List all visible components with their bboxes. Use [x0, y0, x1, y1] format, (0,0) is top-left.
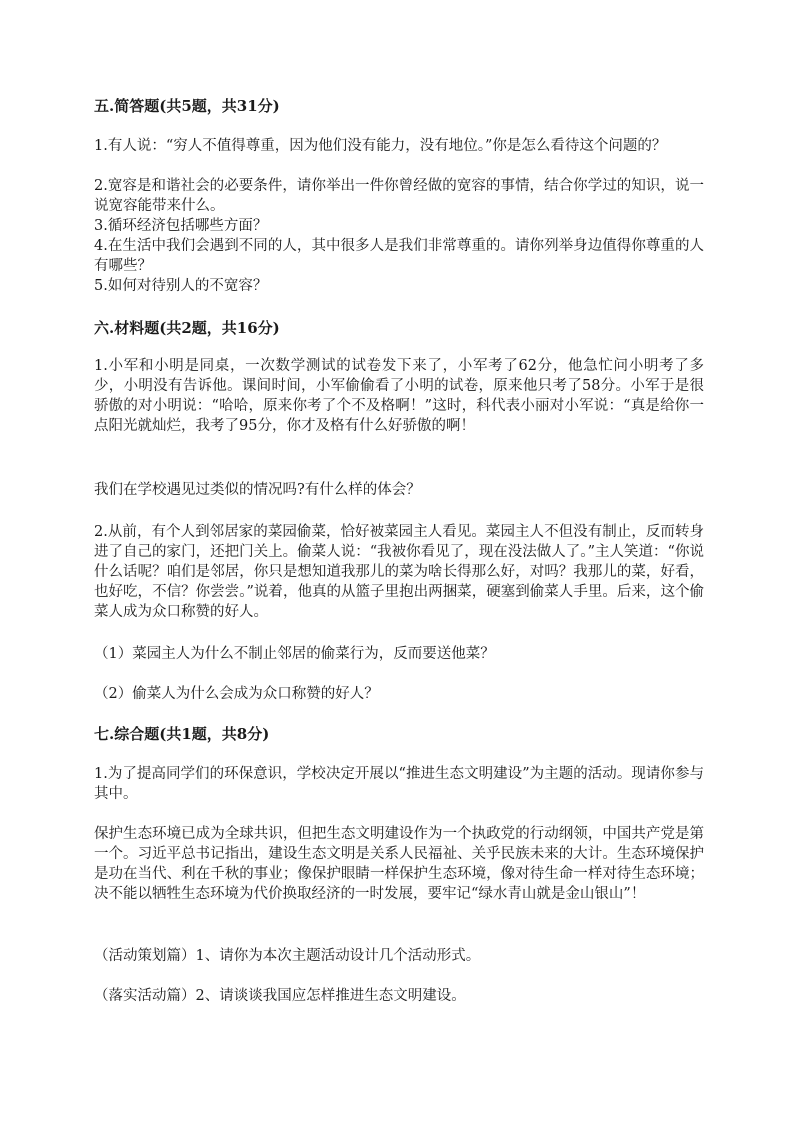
s6-material-2-question-2: （2）偷菜人为什么会成为众口称赞的好人？ — [94, 686, 379, 702]
section-6-heading: 六.材料题(共2题，共16分) — [94, 319, 280, 337]
s5-question-4: 4.在生活中我们会遇到不同的人，其中很多人是我们非常尊重的。请你列举身边值得你尊重的人有哪些？ — [94, 238, 704, 274]
s5-question-5: 5.如何对待别人的不宽容？ — [94, 278, 268, 294]
section-7-heading: 七.综合题(共1题，共8分) — [94, 725, 270, 743]
s6-material-2-question-1: （1）菜园主人为什么不制止邻居的偷菜行为，反而要送他菜？ — [94, 646, 495, 662]
s7-task-2: （落实活动篇）2、请谈谈我国应怎样推进生态文明建设。 — [94, 988, 466, 1004]
s6-material-2: 2.从前，有个人到邻居家的菜园偷菜，恰好被菜园主人看见。菜园主人不但没有制止，反而转身进了自己的家门，还把门关上。偷菜人说：“我被你看见了，现在没法做人了。”主人笑道：“你说什么话呢？咱们是邻居，你只是想知道我那儿的菜为啥长得那么好，对吗？我那儿的菜，好看，也好吃，不信？你尝尝。”说着，他真的从篮子里抱出两捆菜，硬塞到偷菜人手里。后来，这个偷菜人成为众口称赞的好人。 — [94, 524, 704, 620]
s7-task-1: （活动策划篇）1、请你为本次主题活动设计几个活动形式。 — [94, 948, 481, 964]
s7-intro: 1.为了提高同学们的环保意识，学校决定开展以“推进生态文明建设”为主题的活动。现请你参与其中。 — [94, 766, 704, 802]
s6-material-1-question: 我们在学校遇见过类似的情况吗?有什么样的体会？ — [94, 482, 421, 498]
s5-question-2: 2.宽容是和谐社会的必要条件，请你举出一件你曾经做的宽容的事情，结合你学过的知识，说一说宽容能带来什么。 — [94, 178, 704, 214]
section-5-heading: 五.简答题(共5题，共31分) — [94, 97, 280, 115]
s5-question-3: 3.循环经济包括哪些方面？ — [94, 218, 268, 234]
s7-material: 保护生态环境已成为全球共识，但把生态文明建设作为一个执政党的行动纲领，中国共产党是第一个。习近平总书记指出，建设生态文明是关系人民福祉、关乎民族未来的大计。生态环境保护是功在当代、利在千秋的事业；像保护眼睛一样保护生态环境，像对待生命一样对待生态环境；决不能以牺牲生态环境为代价换取经济的一时发展，要牢记“绿水青山就是金山银山”！ — [94, 826, 704, 902]
s6-material-1: 1.小军和小明是同桌，一次数学测试的试卷发下来了，小军考了62分，他急忙问小明考了多少，小明没有告诉他。课间时间，小军偷偷看了小明的试卷，原来他只考了58分。小军于是很骄傲的对小明说：“哈哈，原来你考了个不及格啊！”这时，科代表小丽对小军说：“真是给你一点阳光就灿烂，我考了95分，你才及格有什么好骄傲的啊！ — [94, 358, 704, 434]
s5-question-1: 1.有人说：“穷人不值得尊重，因为他们没有能力，没有地位。”你是怎么看待这个问题的？ — [94, 138, 667, 154]
